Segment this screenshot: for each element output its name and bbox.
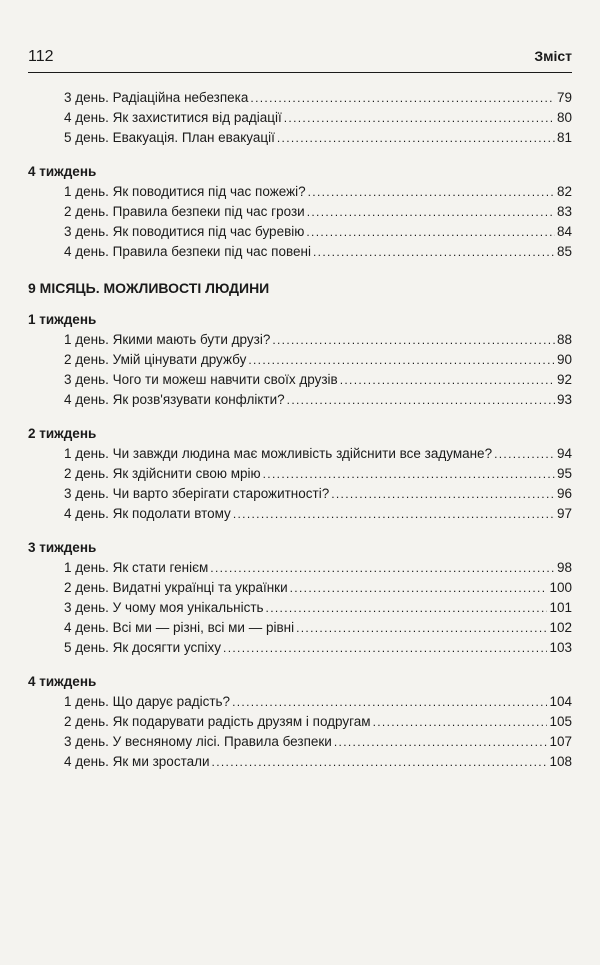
entry-page: 92 [556,372,572,387]
toc-entry[interactable] [28,242,572,262]
entry-title: 2 день. Видатні українці та українки [64,580,288,595]
entry-page: 107 [549,734,572,749]
entry-title: 4 день. Правила безпеки під час повені [64,244,311,259]
entry-page: 83 [556,204,572,219]
entry-title: 1 день. Чи завжди людина має можливість здійснити все задумане? [64,446,493,461]
toc-entry[interactable] [28,88,572,108]
entry-page: 96 [556,486,572,501]
leader-dots [296,618,547,638]
page-header [28,44,572,73]
entry-title: 1 день. Як стати генієм [64,560,209,575]
entry-title: 3 день. Чи варто зберігати старожитності? [64,486,330,501]
entry-page: 84 [556,224,572,239]
leader-dots [223,638,547,658]
toc-entry[interactable] [28,182,572,202]
entry-title: 1 день. Якими мають бути друзі? [64,332,271,347]
leader-dots [313,242,555,262]
toc-entry[interactable] [28,444,572,464]
entry-page: 98 [556,560,572,575]
toc-content [28,88,572,786]
entry-title: 4 день. Як ми зростали [64,754,210,769]
entry-page: 103 [549,640,572,655]
entry-page: 82 [556,184,572,199]
entry-page: 90 [556,352,572,367]
leader-dots [210,558,555,578]
toc-entry[interactable] [28,752,572,772]
entry-page: 97 [556,506,572,521]
leader-dots [308,182,555,202]
leader-dots [331,484,555,504]
week-title: 4 тиждень [28,164,97,179]
entry-page: 95 [556,466,572,481]
month-title: 9 МІСЯЦЬ. МОЖЛИВОСТІ ЛЮДИНИ [28,280,270,296]
entry-title: 1 день. Що дарує радість? [64,694,231,709]
entry-title: 4 день. Як захиститися від радіації [64,110,282,125]
leader-dots [277,128,555,148]
toc-entry[interactable] [28,202,572,222]
entry-page: 94 [556,446,572,461]
entry-page: 81 [556,130,572,145]
week-section [28,424,572,524]
entry-page: 108 [549,754,572,769]
leader-dots [263,464,555,484]
entry-title: 1 день. Як поводитися під час пожежі? [64,184,306,199]
entry-page: 80 [556,110,572,125]
toc-entry[interactable] [28,108,572,128]
running-title: Зміст [534,48,572,64]
entry-page: 102 [549,620,572,635]
toc-top-entries [28,88,572,148]
leader-dots [232,692,547,712]
toc-entry[interactable] [28,732,572,752]
entry-title: 3 день. У весняному лісі. Правила безпеки [64,734,332,749]
entry-title: 5 день. Евакуація. План евакуації [64,130,275,145]
leader-dots [306,222,555,242]
leader-dots [494,444,555,464]
toc-entry[interactable] [28,578,572,598]
leader-dots [266,598,548,618]
entry-title: 2 день. Як подарувати радість друзям і подругам [64,714,371,729]
entry-title: 3 день. Як поводитися під час буревію [64,224,305,239]
toc-entry[interactable] [28,504,572,524]
leader-dots [212,752,548,772]
entry-page: 88 [556,332,572,347]
entry-title: 3 день. У чому моя унікальність [64,600,264,615]
entry-title: 3 день. Чого ти можеш навчити своїх друзів [64,372,338,387]
toc-entry[interactable] [28,390,572,410]
toc-entry[interactable] [28,370,572,390]
week-section [28,310,572,410]
week-section [28,672,572,772]
toc-entry[interactable] [28,350,572,370]
entry-title: 4 день. Всі ми — різні, всі ми — рівні [64,620,295,635]
toc-entry[interactable] [28,464,572,484]
toc-entry[interactable] [28,484,572,504]
leader-dots [250,88,555,108]
page-number: 112 [28,48,54,65]
entry-title: 4 день. Як розв'язувати конфлікти? [64,392,285,407]
toc-entry[interactable] [28,222,572,242]
entry-page: 105 [549,714,572,729]
leader-dots [248,350,555,370]
week-title: 3 тиждень [28,540,97,555]
entry-title: 2 день. Умій цінувати дружбу [64,352,247,367]
leader-dots [272,330,555,350]
leader-dots [307,202,555,222]
toc-entry[interactable] [28,128,572,148]
entry-title: 4 день. Як подолати втому [64,506,231,521]
week-section [28,538,572,658]
entry-page: 85 [556,244,572,259]
toc-entry[interactable] [28,712,572,732]
entry-title: 2 день. Як здійснити свою мрію [64,466,261,481]
leader-dots [233,504,555,524]
toc-entry[interactable] [28,692,572,712]
leader-dots [334,732,548,752]
entry-page: 93 [556,392,572,407]
leader-dots [340,370,555,390]
week-section [28,162,572,262]
toc-entry[interactable] [28,330,572,350]
entry-title: 3 день. Радіаційна небезпека [64,90,249,105]
entry-title: 5 день. Як досягти успіху [64,640,222,655]
toc-entry[interactable] [28,598,572,618]
toc-entry[interactable] [28,558,572,578]
leader-dots [287,390,555,410]
leader-dots [290,578,548,598]
entry-page: 101 [549,600,572,615]
entry-page: 104 [549,694,572,709]
leader-dots [284,108,555,128]
leader-dots [373,712,548,732]
week-title: 1 тиждень [28,312,97,327]
toc-entry[interactable] [28,638,572,658]
entry-title: 2 день. Правила безпеки під час грози [64,204,305,219]
week-title: 2 тиждень [28,426,97,441]
week-title: 4 тиждень [28,674,97,689]
entry-page: 79 [556,90,572,105]
entry-page: 100 [549,580,572,595]
toc-entry[interactable] [28,618,572,638]
